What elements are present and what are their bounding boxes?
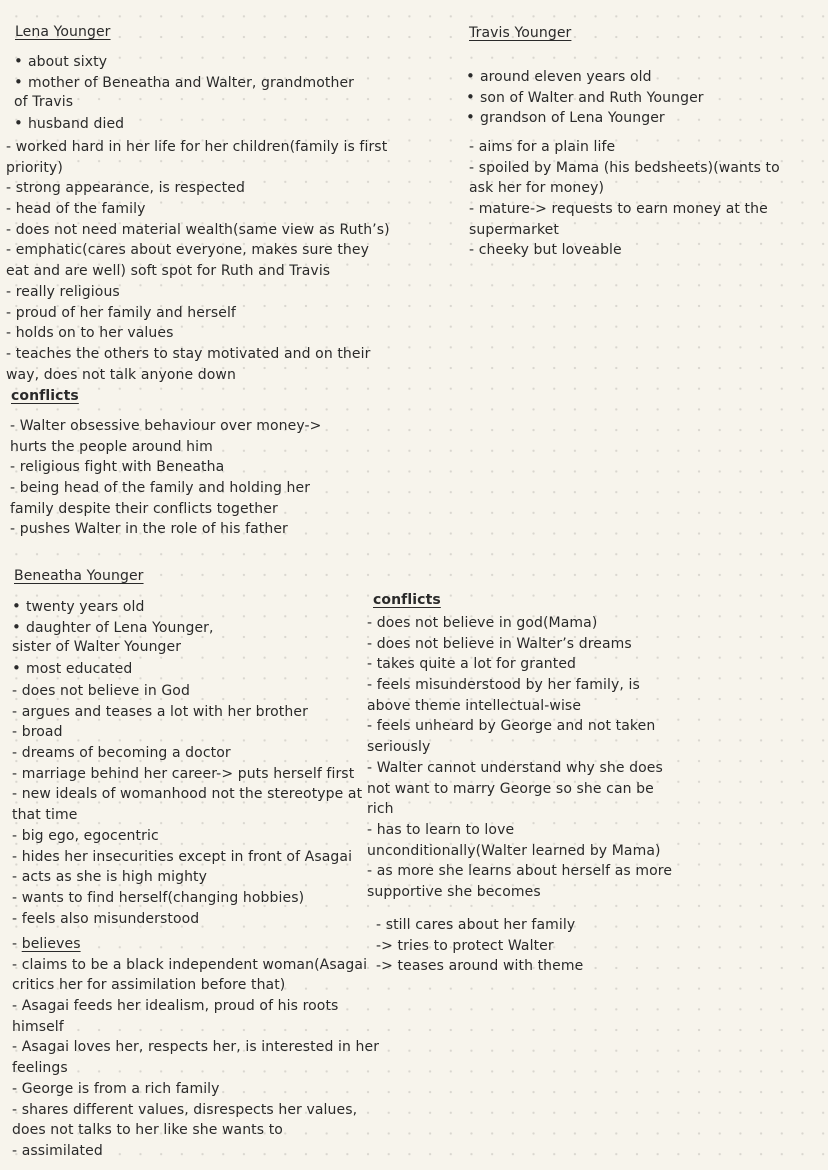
list-item: feelings (12, 1060, 68, 1077)
list-item: - does not believe in God (12, 683, 190, 699)
beneatha-family (376, 915, 583, 977)
list-item: - new ideals of womanhood not the stereotype at (12, 786, 363, 803)
believes-prefix: - (12, 936, 22, 952)
list-item: • husband died (14, 113, 354, 134)
list-item: - holds on to her values (6, 325, 174, 342)
list-item: - takes quite a lot for granted (367, 656, 577, 673)
list-item-continuation: of Travis (14, 94, 74, 111)
beneatha-conflicts-title (373, 590, 441, 611)
believes-label: believes (21, 936, 81, 952)
list-item: priority) (6, 159, 63, 176)
lena-traits (6, 137, 390, 385)
list-item: • mother of Beneatha and Walter, grandmother (14, 72, 354, 93)
lena-conflicts-title (11, 386, 79, 407)
list-item: - does not need material wealth(same view as Ruth’s) (6, 221, 390, 238)
list-item: • daughter of Lena Younger, (12, 617, 214, 638)
list-item: way, does not talk anyone down (6, 366, 236, 383)
list-item: - feels unheard by George and not taken (367, 718, 656, 735)
list-item: -> tries to protect Walter (376, 937, 554, 954)
list-item: critics her for assimilation before that) (12, 977, 286, 994)
beneatha-believes (12, 934, 379, 1162)
list-item: hurts the people around him (10, 438, 213, 455)
lena-heading: Lena Younger (15, 24, 111, 40)
list-item: • most educated (12, 658, 214, 679)
list-item: • grandson of Lena Younger (466, 107, 704, 128)
list-item: - broad (12, 724, 63, 741)
section-heading: conflicts (11, 388, 79, 404)
list-item: - wants to find herself(changing hobbies) (12, 889, 305, 906)
list-item: supportive she becomes (367, 883, 541, 900)
list-item: - does not believe in Walter’s dreams (367, 635, 632, 652)
lena-conflicts (10, 416, 321, 540)
list-item: - head of the family (6, 201, 146, 218)
list-item: not want to marry George so she can be (367, 780, 654, 797)
list-item: - George is from a rich family (12, 1080, 220, 1097)
list-item: - shares different values, disrespects her values, (12, 1101, 358, 1118)
beneatha-traits (12, 681, 362, 929)
list-item: - argues and teases a lot with her brother (12, 703, 308, 720)
list-item: supermarket (469, 221, 559, 238)
list-item: - emphatic(cares about everyone, makes sure they (6, 242, 369, 259)
travis-traits (469, 137, 780, 261)
list-item: • son of Walter and Ruth Younger (466, 87, 704, 108)
list-item: - big ego, egocentric (12, 827, 159, 844)
list-item: that time (12, 807, 78, 824)
list-item: - marriage behind her career-> puts herself first (12, 765, 355, 782)
list-item: - has to learn to love (367, 821, 515, 838)
beneatha-conflicts (367, 613, 672, 903)
list-item: - strong appearance, is respected (6, 180, 245, 197)
list-item-continuation: sister of Walter Younger (12, 639, 182, 656)
believes-heading (12, 934, 379, 955)
list-item: - claims to be a black independent woman(Asagai (12, 956, 368, 973)
list-item: rich (367, 801, 394, 818)
list-item: - hides her insecurities except in front of Asagai (12, 848, 353, 865)
list-item: - aims for a plain life (469, 139, 616, 155)
list-item: - still cares about her family (376, 917, 576, 933)
list-item: - teaches the others to stay motivated and on their (6, 345, 371, 362)
list-item: • around eleven years old (466, 66, 704, 87)
travis-bullets (466, 66, 704, 128)
list-item: - being head of the family and holding her (10, 480, 311, 497)
list-item: - worked hard in her life for her children(family is first (6, 139, 388, 155)
list-item: - Asagai feeds her idealism, proud of his roots (12, 998, 339, 1015)
beneatha-heading: Beneatha Younger (14, 568, 144, 584)
list-item: - feels misunderstood by her family, is (367, 677, 640, 694)
list-item: - Asagai loves her, respects her, is interested in her (12, 1039, 380, 1056)
list-item: - assimilated (12, 1142, 103, 1159)
list-item: • about sixty (14, 51, 354, 72)
list-item: - religious fight with Beneatha (10, 459, 225, 476)
beneatha-name (14, 566, 144, 587)
list-item: above theme intellectual-wise (367, 697, 582, 714)
list-item: - as more she learns about herself as more (367, 863, 673, 880)
list-item: • twenty years old (12, 596, 214, 617)
list-item: ask her for money) (469, 180, 605, 197)
list-item: family despite their conflicts together (10, 500, 278, 517)
list-item: seriously (367, 739, 431, 756)
list-item: - mature-> requests to earn money at the (469, 201, 768, 218)
travis-name (469, 23, 571, 44)
list-item: - proud of her family and herself (6, 304, 236, 321)
list-item: himself (12, 1018, 64, 1035)
list-item: - Walter obsessive behaviour over money-> (10, 418, 322, 434)
list-item: - does not believe in god(Mama) (367, 615, 598, 631)
list-item: - pushes Walter in the role of his father (10, 521, 288, 538)
lena-bullets (14, 51, 354, 134)
list-item: - cheeky but loveable (469, 242, 622, 259)
list-item: - acts as she is high mighty (12, 869, 208, 886)
list-item: - Walter cannot understand why she does (367, 759, 663, 776)
section-heading: conflicts (373, 592, 441, 608)
list-item: eat and are well) soft spot for Ruth and Travis (6, 263, 331, 280)
list-item: unconditionally(Walter learned by Mama) (367, 842, 661, 859)
travis-heading: Travis Younger (469, 25, 572, 41)
list-item: does not talks to her like she wants to (12, 1122, 283, 1139)
list-item: - dreams of becoming a doctor (12, 745, 231, 762)
beneatha-bullets (12, 596, 214, 679)
lena-name (15, 22, 111, 43)
list-item: -> teases around with theme (376, 958, 584, 975)
list-item: - feels also misunderstood (12, 910, 200, 927)
list-item: - really religious (6, 283, 120, 300)
list-item: - spoiled by Mama (his bedsheets)(wants to (469, 159, 780, 176)
